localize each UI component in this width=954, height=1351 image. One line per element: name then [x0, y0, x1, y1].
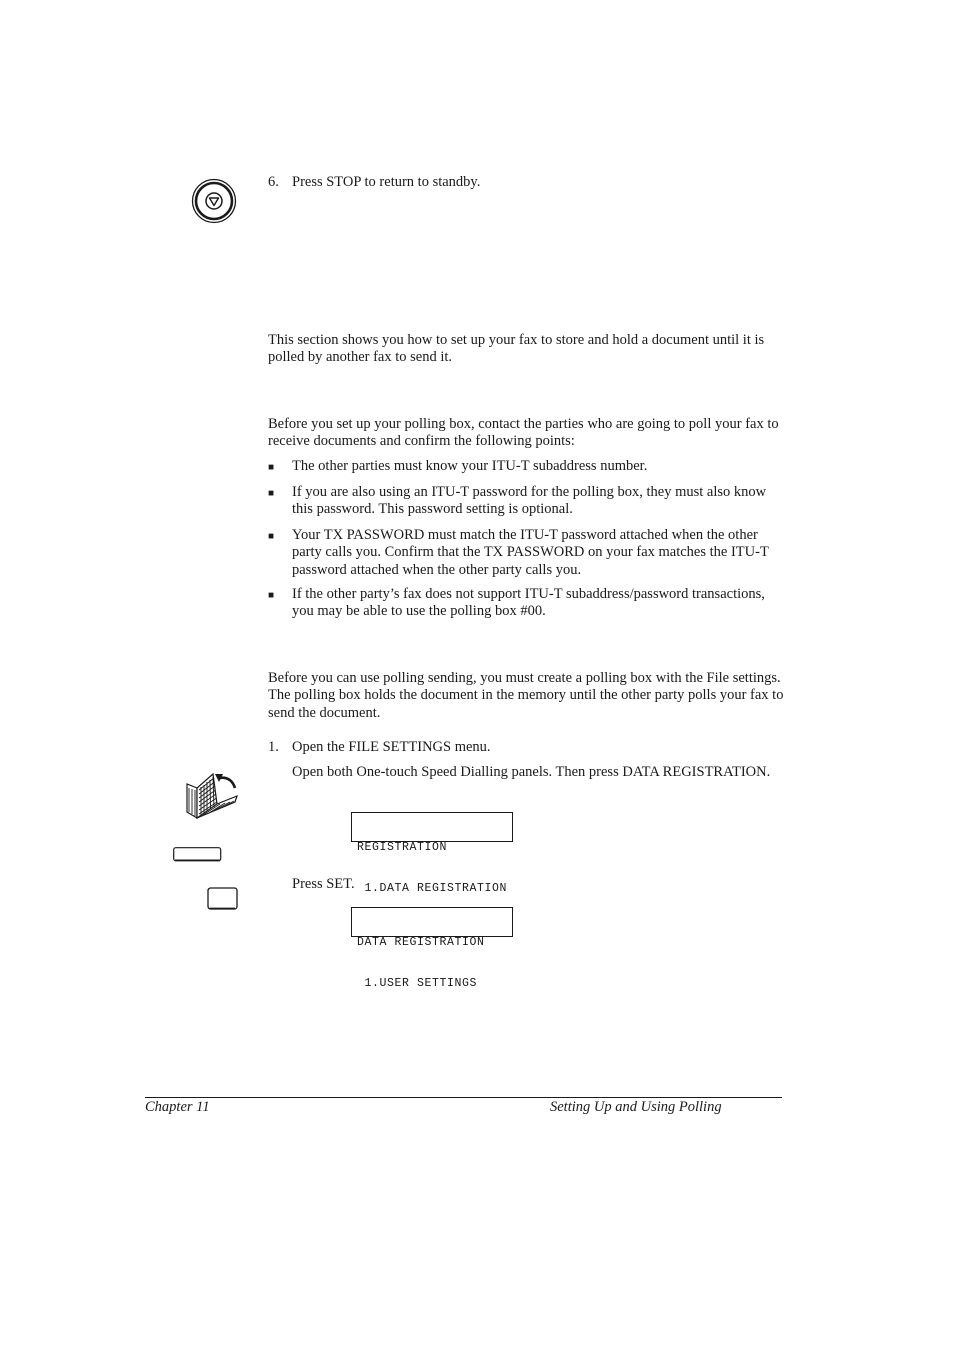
bullet-marker: ■ — [268, 462, 275, 473]
bullet-item-1: The other parties must know your ITU-T subaddress number. — [292, 458, 648, 474]
footer-rule — [145, 1097, 782, 1098]
bullet-item-3: Your TX PASSWORD must match the ITU-T password attached when the other party calls you. Confirm that the TX PASSWORD on your fax matches the ITU-T password attached when the other party calls you. — [292, 527, 769, 578]
bullet-item-4: If the other party’s fax does not support ITU-T subaddress/password transactions, you may be able to use the polling box #00. — [292, 586, 765, 620]
set-key-icon — [207, 887, 238, 911]
footer-section-title: Setting Up and Using Polling — [550, 1099, 722, 1115]
lcd-line-2: 1.DATA REGISTRATION — [357, 881, 508, 895]
step-1-text: Open the FILE SETTINGS menu. — [292, 739, 491, 755]
step-6-number: 6. — [268, 174, 279, 190]
step-1-number: 1. — [268, 739, 279, 755]
create-box-paragraph: Before you can use polling sending, you must create a polling box with the File settings. The polling box holds the document in the memory until the other party polls your fax to send the document. — [268, 670, 784, 721]
lcd-line-1: DATA REGISTRATION — [357, 936, 485, 949]
speed-dial-panel-icon — [183, 768, 241, 822]
intro-paragraph: This section shows you how to set up your fax to store and hold a document until it is polled by another fax to send it. — [268, 332, 765, 366]
bullet-marker: ■ — [268, 590, 275, 601]
step-6-text: Press STOP to return to standby. — [292, 174, 481, 190]
step-1-press-set: Press SET. — [292, 876, 355, 892]
lcd-display-registration — [351, 812, 513, 895]
bullet-marker: ■ — [268, 531, 275, 542]
bullet-item-2: If you are also using an ITU-T password for the polling box, they must also know this password. This password setting is optional. — [292, 484, 767, 518]
data-registration-key-icon — [173, 847, 222, 862]
footer-chapter: Chapter 11 — [145, 1099, 210, 1115]
step-1-instruction: Open both One-touch Speed Dialling panels. Then press DATA REGISTRATION. — [292, 764, 771, 780]
bullet-marker: ■ — [268, 488, 275, 499]
lcd-line-2: 1.USER SETTINGS — [357, 976, 478, 990]
before-setup-paragraph: Before you set up your polling box, contact the parties who are going to poll your fax to receive documents and confirm the following points: — [268, 416, 779, 450]
lcd-line-1: REGISTRATION — [357, 841, 448, 854]
lcd-display-data-registration — [351, 907, 513, 990]
stop-button-icon — [191, 178, 237, 224]
